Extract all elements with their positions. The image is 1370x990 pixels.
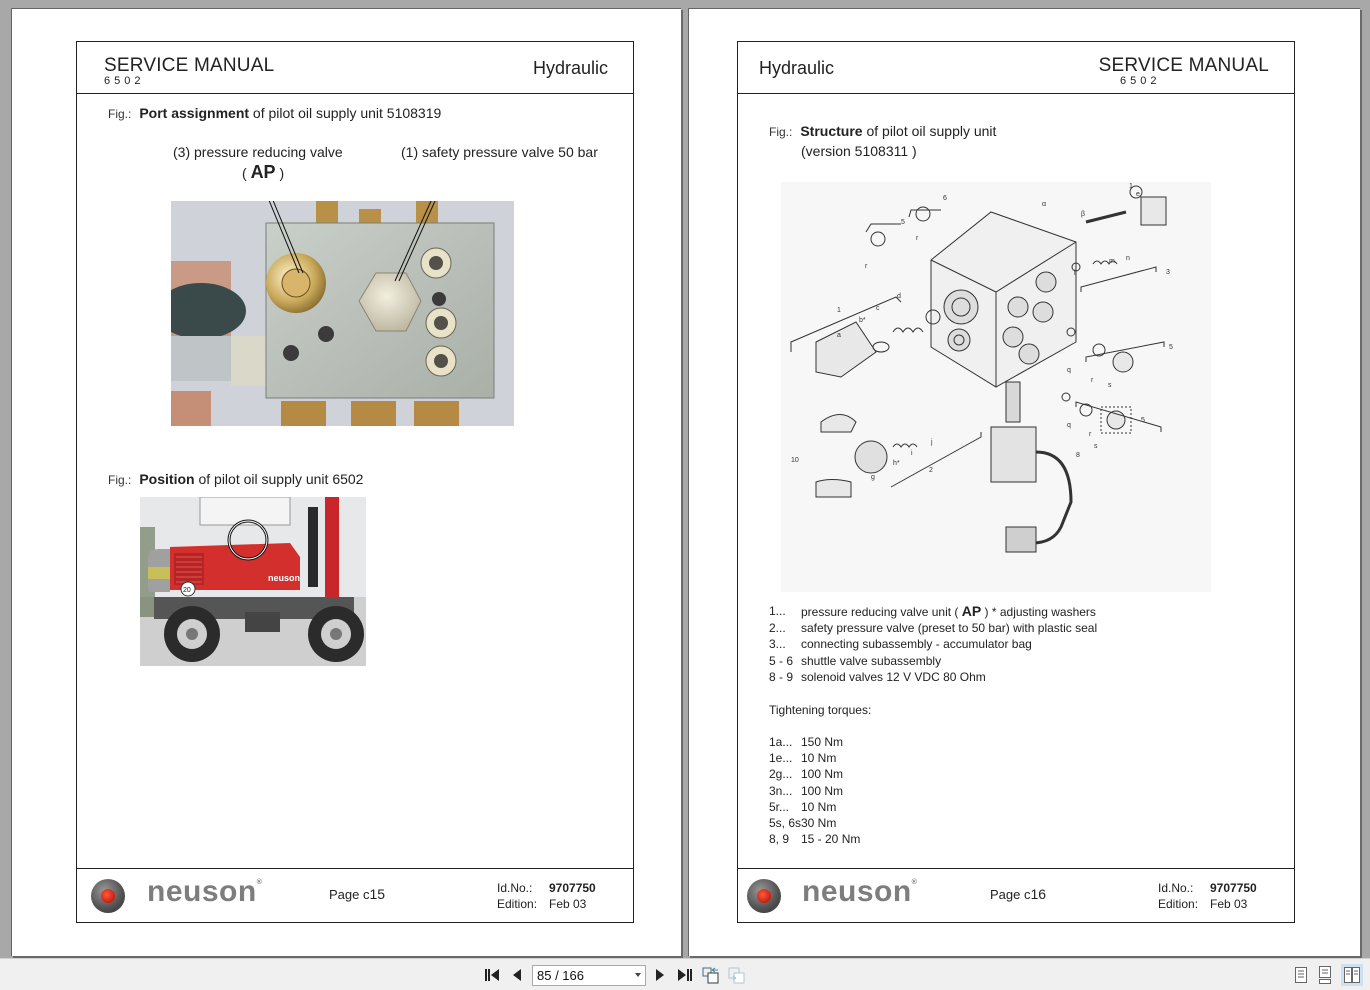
excavator-photo — [140, 497, 366, 666]
torque-row: 1e... 10 Nm — [769, 751, 837, 766]
document-id-block — [497, 880, 596, 912]
edition-value: Feb 03 — [1210, 897, 1248, 911]
next-page-icon — [655, 969, 665, 981]
back-view-icon — [702, 966, 720, 984]
svg-text:20: 20 — [183, 587, 191, 594]
valve-block-photo — [171, 201, 514, 426]
caption-bold: Port assignment — [139, 105, 250, 121]
figure-caption-position — [108, 471, 363, 487]
parts-legend — [769, 603, 1097, 685]
page-frame — [76, 41, 634, 923]
legend-row: 2... safety pressure valve (preset to 50 bar) with plastic seal — [769, 621, 1098, 636]
fig-label: Fig.: — [108, 107, 132, 121]
id-value: 9707750 — [549, 881, 596, 895]
neuson-wordmark: neuson® — [147, 875, 263, 908]
exploded-diagram — [781, 182, 1211, 592]
page-frame — [737, 41, 1295, 923]
caption-text: of pilot oil supply unit — [862, 123, 997, 139]
first-page-icon — [485, 969, 499, 981]
page-header — [738, 42, 1294, 94]
prev-page-icon — [512, 969, 522, 981]
previous-view-button[interactable] — [701, 965, 721, 985]
neuson-logo-icon — [91, 879, 125, 913]
svg-text:q: q — [1067, 367, 1071, 374]
svg-text:d: d — [897, 293, 901, 300]
svg-text:h*: h* — [893, 460, 900, 467]
chevron-down-icon — [635, 973, 641, 977]
torque-row: 5s, 6s 30 Nm — [769, 816, 837, 831]
document-id-block — [1158, 880, 1257, 912]
neuson-logo-icon — [747, 879, 781, 913]
page-c15 — [11, 8, 681, 956]
caption-bold: Structure — [800, 123, 863, 139]
svg-text:β: β — [1081, 211, 1086, 218]
svg-text:5: 5 — [901, 219, 905, 226]
svg-text:α: α — [1042, 201, 1047, 208]
caption-version: (version 5108311 ) — [801, 143, 917, 159]
navigation-toolbar — [0, 958, 1370, 990]
next-page-button[interactable] — [650, 965, 670, 985]
svg-text:b*: b* — [859, 317, 866, 324]
caption-bold: Position — [139, 471, 195, 487]
figure-caption-structure — [769, 122, 996, 161]
previous-page-button[interactable] — [507, 965, 527, 985]
svg-text:1: 1 — [837, 307, 841, 314]
svg-text:r: r — [916, 235, 919, 242]
svg-text:2: 2 — [929, 467, 933, 474]
page-footer — [738, 868, 1294, 922]
manual-title: SERVICE MANUAL — [1098, 55, 1269, 76]
fig-label: Fig.: — [108, 473, 132, 487]
figure-caption-port-assignment — [108, 105, 441, 121]
section-title: Hydraulic — [532, 58, 608, 78]
edition-value: Feb 03 — [549, 897, 587, 911]
id-label: Id.No.: — [1158, 881, 1194, 895]
two-page-view-button[interactable] — [1341, 964, 1363, 986]
svg-text:5: 5 — [1169, 344, 1173, 351]
page-number-select[interactable] — [532, 965, 646, 986]
caption-text: of pilot oil supply unit 5108319 — [249, 105, 442, 121]
caption-text: of pilot oil supply unit 6502 — [194, 471, 364, 487]
id-label: Id.No.: — [497, 881, 533, 895]
torque-row: 5r... 10 Nm — [769, 799, 837, 814]
svg-text:neuson: neuson — [268, 573, 301, 583]
torque-row: 2g... 100 Nm — [769, 767, 844, 782]
svg-text:10: 10 — [791, 457, 799, 464]
annotation-safety-pressure-valve: (1) safety pressure valve 50 bar — [401, 144, 598, 160]
legend-row: 3... connecting subassembly - accumulator bag — [769, 637, 1032, 652]
torque-row: 8, 9 15 - 20 Nm — [769, 832, 861, 847]
legend-row: 5 - 6 shuttle valve subassembly — [769, 653, 942, 668]
fig-label: Fig.: — [769, 125, 793, 139]
torque-row: 1a... 150 Nm — [769, 735, 844, 749]
manual-title: SERVICE MANUAL — [104, 55, 275, 76]
svg-text:m: m — [1109, 258, 1115, 265]
annotation-pressure-reducing-valve: (3) pressure reducing valve — [173, 144, 343, 160]
neuson-wordmark: neuson® — [802, 875, 918, 908]
last-page-icon — [678, 969, 692, 981]
svg-text:a: a — [837, 332, 841, 339]
svg-text:r: r — [1091, 377, 1094, 384]
svg-text:s: s — [1108, 382, 1112, 389]
page-footer — [77, 868, 633, 922]
forward-view-icon — [728, 966, 746, 984]
two-page-icon — [1344, 967, 1360, 983]
legend-row: 1... pressure reducing valve unit ( AP ) * adjusting washers — [769, 603, 1096, 619]
page-number: Page c16 — [990, 886, 1047, 902]
svg-text:5: 5 — [1141, 417, 1145, 424]
legend-row: 8 - 9 solenoid valves 12 V VDC 80 Ohm — [769, 669, 986, 684]
svg-text:c: c — [876, 305, 880, 312]
id-value: 9707750 — [1210, 881, 1257, 895]
page-number: Page c15 — [329, 886, 386, 902]
svg-text:e: e — [1136, 191, 1140, 198]
single-page-icon — [1295, 967, 1307, 983]
section-title: Hydraulic — [759, 58, 835, 78]
continuous-page-icon — [1319, 966, 1331, 984]
page-indicator: 85 / 166 — [537, 968, 584, 983]
svg-text:6: 6 — [943, 195, 947, 202]
svg-text:l: l — [1074, 270, 1076, 277]
last-page-button[interactable] — [675, 965, 695, 985]
svg-text:i: i — [911, 450, 913, 457]
torques-title: Tightening torques: — [769, 703, 872, 717]
svg-text:r: r — [865, 263, 868, 270]
torque-row: 3n... 100 Nm — [769, 783, 844, 798]
edition-label: Edition: — [1158, 897, 1199, 911]
svg-text:3: 3 — [1166, 269, 1170, 276]
svg-text:q: q — [1067, 422, 1071, 429]
model-number: 6502 — [1120, 75, 1161, 87]
svg-text:g: g — [871, 474, 875, 481]
annotation-ap: ( AP ) — [242, 162, 285, 182]
svg-text:r: r — [1089, 431, 1092, 438]
page-c16 — [688, 8, 1360, 956]
svg-text:8: 8 — [1076, 452, 1080, 459]
svg-text:n: n — [1126, 255, 1130, 262]
page-header — [77, 42, 633, 94]
model-number: 6502 — [104, 75, 145, 87]
edition-label: Edition: — [497, 897, 538, 911]
first-page-button[interactable] — [482, 965, 502, 985]
continuous-view-button[interactable] — [1314, 964, 1336, 986]
svg-text:s: s — [1094, 443, 1098, 450]
single-page-view-button[interactable] — [1290, 964, 1312, 986]
svg-text:1: 1 — [1129, 183, 1133, 190]
torques-list — [769, 734, 860, 847]
svg-text:j: j — [931, 439, 933, 446]
next-view-button[interactable] — [727, 965, 747, 985]
